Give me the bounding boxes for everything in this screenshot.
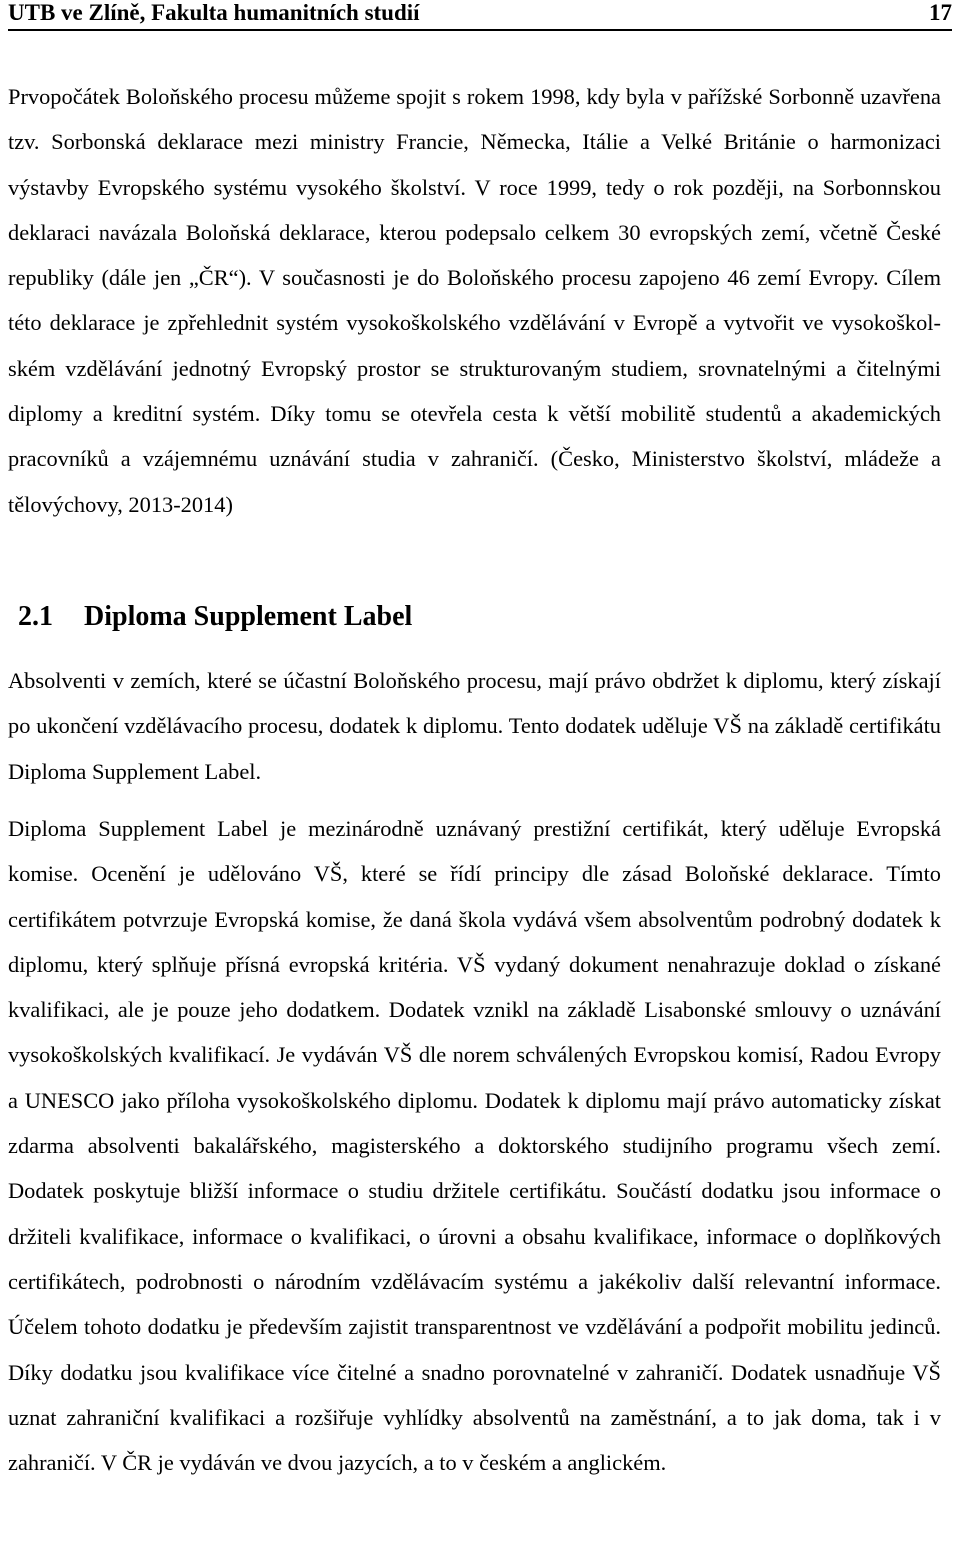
paragraph-label-text: Diploma Supplement Label je mezinárodně uznávaný prestižní certifikát, který uděluje Evropská komise. Ocenění je udělováno VŠ, které se řídí principy dle zásad Boloňské deklarace. Tímto certifikátem potvrzuje Evropská komise, že daná škola vydává všem absolventům podrobný dodatek k diplomu, který splňuje přísná evropská kritéria. VŠ vydaný dokument nenahrazuje doklad o získané kvalifikaci, ale je pouze jeho dodatkem. Dodatek vznikl na základě Lisabonské smlouvy o uznávání vysokoškolských kvalifikací. Je vydáván VŠ dle norem schválených Evropskou komisí, Radou Evropy a UNESCO jako příloha vysokoškolského diplomu. Dodatek k diplomu mají právo automaticky získat zdarma absolventi bakalářského, magisterského a doktorského studijního programu všech zemí. Dodatek poskytuje bližší informace o studiu držitele certifikátu. Součástí dodatku jsou informace o držiteli kvalifikace, informace o kvalifikaci, o úrovni a obsahu kvalifikace, informace o doplňkových certifikátech, podrobnosti o národním vzdělávacím systému a jakékoliv další relevantní informace. Účelem tohoto dodatku je především zajistit transparentnost ve vzdělávání a podpořit mobilitu jedinců. Díky dodatku jsou kvalifikace více čitelné a snadno porovnatelné v zahraničí. Dodatek usnadňuje VŠ uznat zahraniční kvalifikaci a rozšiřuje vyhlídky absolventů na zaměstnání, a to jak doma, tak i v zahraničí. V ČR je vydáván ve dvou jazycích, a to v českém a anglickém. bbox=[8, 816, 941, 1476]
section-title: Diploma Supplement Label bbox=[84, 601, 413, 632]
paragraph-absolventi-text: Absolventi v zemích, které se účastní Boloňského procesu, mají právo obdržet k diplomu, který získají po ukončení vzdělávacího procesu, dodatek k diplomu. Tento dodatek uděluje VŠ na základě certifikátu Diploma Supplement Label. bbox=[8, 668, 941, 784]
paragraph-intro-text: Prvopočátek Boloňského procesu můžeme spojit s rokem 1998, kdy byla v pařížské Sorbonně uzavřena tzv. Sorbonská deklarace mezi ministry Francie, Německa, Itálie a Velké Británie o harmonizaci výstavby Evropského systému vysokého školství. V roce 1999, tedy o rok později, na Sorbonnskou deklaraci navázala Boloňská deklarace, kterou podepsalo celkem 30 evropských zemí, včetně České republiky (dále jen „ČR“). V současnosti je do Boloňského procesu zapojeno 46 zemí Evropy. Cílem této deklarace je zpřehlednit systém vysokoškolského vzdělávání v Evropě a vytvořit ve vysokoškolském vzdělávání jednotný Evropský prostor se strukturovaným studiem, srovnatelnými a čitelnými diplomy a kreditní systém. Díky tomu se otevřela cesta k větší mobilitě studentů a akademických pracovníků a vzájemnému uznávání studia v zahraničí. (Česko, Ministerstvo školství, mládeže a tělovýchovy, 2013-2014) bbox=[8, 84, 941, 517]
paragraph-absolventi bbox=[8, 658, 941, 794]
section-heading bbox=[18, 595, 412, 639]
header-title: UTB ve Zlíně, Fakulta humanitních studií bbox=[8, 0, 420, 25]
page-header bbox=[8, 0, 952, 31]
paragraph-label bbox=[8, 806, 941, 1485]
section-number: 2.1 bbox=[18, 601, 53, 632]
paragraph-intro bbox=[8, 74, 941, 527]
page-number: 17 bbox=[929, 0, 952, 25]
